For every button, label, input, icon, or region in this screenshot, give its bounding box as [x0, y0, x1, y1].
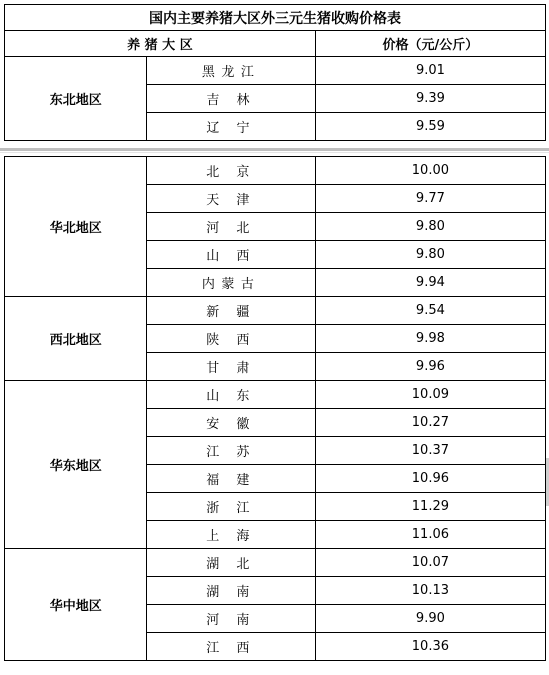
- table-row: [5, 549, 546, 577]
- price-header: 价格（元/公斤）: [315, 31, 545, 57]
- region-label: 华中地区: [5, 549, 147, 661]
- province-cell: 河 南: [147, 605, 315, 633]
- province-cell: 湖 北: [147, 549, 315, 577]
- price-cell: 10.27: [315, 409, 545, 437]
- price-cell: 10.36: [315, 633, 545, 661]
- price-table-main: [4, 156, 546, 661]
- price-cell: 10.96: [315, 465, 545, 493]
- price-cell: 9.98: [315, 325, 545, 353]
- price-cell: 9.80: [315, 241, 545, 269]
- province-cell: 浙 江: [147, 493, 315, 521]
- province-cell: 辽 宁: [147, 113, 315, 141]
- province-cell: 新 疆: [147, 297, 315, 325]
- region-label: 华东地区: [5, 381, 147, 549]
- province-cell: 湖 南: [147, 577, 315, 605]
- table-title: 国内主要养猪大区外三元生猪收购价格表: [5, 5, 546, 31]
- price-cell: 9.77: [315, 185, 545, 213]
- price-cell: 9.90: [315, 605, 545, 633]
- province-cell: 甘 肃: [147, 353, 315, 381]
- province-cell: 江 西: [147, 633, 315, 661]
- page-break-divider: [0, 148, 549, 151]
- price-cell: 11.06: [315, 521, 545, 549]
- region-label: 西北地区: [5, 297, 147, 381]
- price-cell: 10.13: [315, 577, 545, 605]
- province-cell: 河 北: [147, 213, 315, 241]
- province-cell: 江 苏: [147, 437, 315, 465]
- province-cell: 福 建: [147, 465, 315, 493]
- price-cell: 9.54: [315, 297, 545, 325]
- region-label: 华北地区: [5, 157, 147, 297]
- province-cell: 山 西: [147, 241, 315, 269]
- table-row: [5, 381, 546, 409]
- price-cell: 9.96: [315, 353, 545, 381]
- price-cell: 11.29: [315, 493, 545, 521]
- price-cell: 9.01: [315, 57, 545, 85]
- price-cell: 9.59: [315, 113, 545, 141]
- price-cell: 10.09: [315, 381, 545, 409]
- table-row: [5, 157, 546, 185]
- province-cell: 山 东: [147, 381, 315, 409]
- province-cell: 黑龙江: [147, 57, 315, 85]
- price-table-top: [4, 4, 546, 141]
- region-header: 养 猪 大 区: [5, 31, 316, 57]
- province-cell: 陕 西: [147, 325, 315, 353]
- price-cell: 10.07: [315, 549, 545, 577]
- province-cell: 安 徽: [147, 409, 315, 437]
- price-cell: 9.80: [315, 213, 545, 241]
- price-cell: 9.39: [315, 85, 545, 113]
- province-cell: 上 海: [147, 521, 315, 549]
- price-cell: 10.00: [315, 157, 545, 185]
- table-row: [5, 297, 546, 325]
- page-break-divider-shadow: [0, 152, 549, 153]
- province-cell: 内蒙古: [147, 269, 315, 297]
- province-cell: 天 津: [147, 185, 315, 213]
- price-cell: 10.37: [315, 437, 545, 465]
- province-cell: 吉 林: [147, 85, 315, 113]
- region-label: 东北地区: [5, 57, 147, 141]
- province-cell: 北 京: [147, 157, 315, 185]
- table-row: [5, 57, 546, 85]
- price-cell: 9.94: [315, 269, 545, 297]
